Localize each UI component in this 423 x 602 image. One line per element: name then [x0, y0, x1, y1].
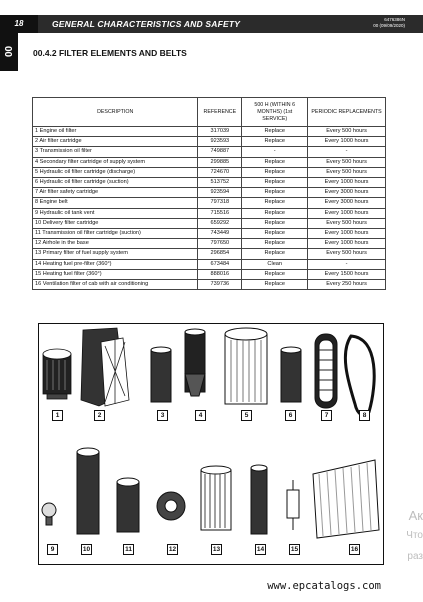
cell-first-service: - [242, 147, 308, 157]
cell-reference: 299885 [198, 157, 242, 167]
part-label: 6 [285, 410, 296, 421]
parts-illustration [39, 324, 383, 564]
cell-first-service: Replace [242, 137, 308, 147]
cell-reference: 659292 [198, 218, 242, 228]
part-label: 4 [195, 410, 206, 421]
cell-description: 12 Airhole in the base [33, 239, 198, 249]
part-label: 3 [157, 410, 168, 421]
cell-description: 10 Delivery filter cartridge [33, 218, 198, 228]
cell-periodic: Every 250 hours [308, 280, 386, 290]
cell-periodic: Every 500 hours [308, 249, 386, 259]
col-periodic: PERIODIC REPLACEMENTS [308, 98, 386, 127]
table-row [33, 157, 386, 167]
cell-periodic: Every 500 hours [308, 218, 386, 228]
cell-description: 13 Primary filter of fuel supply system [33, 249, 198, 259]
cell-periodic: Every 3000 hours [308, 198, 386, 208]
part-label: 2 [94, 410, 105, 421]
part-label: 16 [350, 546, 359, 553]
delivery-filter-drawing [77, 448, 99, 534]
part-label: 11 [123, 544, 134, 555]
parts-figure [38, 323, 384, 565]
cell-description: 14 Heating fuel pre-filter (360°) [33, 259, 198, 269]
table-row [33, 188, 386, 198]
cell-description: 7 Air filter safety cartridge [33, 188, 198, 198]
cell-periodic: Every 1000 hours [308, 137, 386, 147]
cell-first-service: Replace [242, 208, 308, 218]
cell-description: 3 Transmission oil filter [33, 147, 198, 157]
overlay-fragment: раз [407, 551, 423, 562]
cell-reference: 797650 [198, 239, 242, 249]
doc-code: 6476386N [384, 17, 405, 22]
filter-table [32, 97, 386, 290]
secondary-filter-drawing [185, 329, 205, 396]
cell-first-service: Replace [242, 157, 308, 167]
cell-first-service: Replace [242, 249, 308, 259]
cell-reference: 673484 [198, 259, 242, 269]
table-header-row [33, 98, 386, 127]
table-row [33, 178, 386, 188]
col-first-service: 500 H (WITHIN 6 MONTHS) (1st SERVICE) [242, 98, 308, 127]
table-row [33, 239, 386, 249]
cell-first-service: Replace [242, 218, 308, 228]
cell-reference: 317039 [198, 127, 242, 137]
hydraulic-suction-filter-drawing [281, 347, 301, 402]
cell-first-service: Replace [242, 269, 308, 279]
section-title: 00.4.2 FILTER ELEMENTS AND BELTS [33, 48, 187, 58]
part-label: 7 [321, 410, 332, 421]
oil-filter-drawing [43, 349, 71, 399]
cell-periodic: Every 1500 hours [308, 269, 386, 279]
tank-vent-drawing [42, 503, 56, 525]
heating-prefilter-drawing [251, 465, 267, 534]
transmission-filter-drawing [151, 347, 171, 402]
cell-periodic: Every 1000 hours [308, 178, 386, 188]
table-row [33, 208, 386, 218]
cell-reference: 296854 [198, 249, 242, 259]
engine-belt-drawing [345, 336, 374, 416]
cell-periodic: - [308, 259, 386, 269]
cell-reference: 797318 [198, 198, 242, 208]
section-tab-label: 00 [4, 45, 15, 57]
cell-first-service: Replace [242, 239, 308, 249]
cell-description: 8 Engine belt [33, 198, 198, 208]
table-row [33, 229, 386, 239]
heating-fuel-filter-drawing [287, 480, 299, 530]
cell-first-service: Clean [242, 259, 308, 269]
cell-periodic: Every 500 hours [308, 127, 386, 137]
part-label: 10 [82, 546, 91, 553]
col-reference: REFERENCE [198, 98, 242, 127]
cell-description: 2 Air filter cartridge [33, 137, 198, 147]
cell-description: 15 Heating fuel filter (360°) [33, 269, 198, 279]
chapter-title: GENERAL CHARACTERISTICS AND SAFETY [52, 19, 241, 29]
part-label: 12 [168, 546, 177, 553]
cell-reference: 923594 [198, 188, 242, 198]
cell-reference: 923593 [198, 137, 242, 147]
table-row [33, 280, 386, 290]
hydraulic-discharge-filter-drawing [225, 328, 267, 404]
part-label: 1 [52, 410, 63, 421]
table-row [33, 249, 386, 259]
doc-date: 00 (09/09/2020) [373, 23, 405, 28]
table-row [33, 147, 386, 157]
part-label: 13 [212, 546, 221, 553]
cell-reference: 739736 [198, 280, 242, 290]
cell-reference: 888016 [198, 269, 242, 279]
overlay-fragment: Ак [408, 508, 423, 523]
part-label: 9 [47, 544, 58, 555]
part-label: 8 [359, 410, 370, 421]
transmission-suction-filter-drawing [117, 478, 139, 532]
cell-description: 16 Ventilation filter of cab with air conditioning [33, 280, 198, 290]
cab-ventilation-filter-drawing [313, 460, 379, 538]
cell-first-service: Replace [242, 229, 308, 239]
cell-description: 9 Hydraulic oil tank vent [33, 208, 198, 218]
table-row [33, 167, 386, 177]
overlay-fragment: Что [406, 530, 423, 541]
doc-reference [373, 17, 405, 29]
air-safety-filter-drawing [315, 334, 337, 408]
table-row [33, 137, 386, 147]
cell-first-service: Replace [242, 188, 308, 198]
base-airhole-drawing [157, 492, 185, 520]
air-filter-drawing [81, 328, 129, 406]
page-number: 18 [0, 15, 38, 33]
table-row [33, 127, 386, 137]
table-row [33, 198, 386, 208]
cell-reference: 513752 [198, 178, 242, 188]
primary-fuel-filter-drawing [201, 466, 231, 530]
cell-periodic: Every 500 hours [308, 157, 386, 167]
cell-first-service: Replace [242, 198, 308, 208]
cell-reference: 715516 [198, 208, 242, 218]
part-label: 5 [241, 410, 252, 421]
table-row [33, 218, 386, 228]
cell-periodic: - [308, 147, 386, 157]
table-row [33, 269, 386, 279]
cell-reference: 749887 [198, 147, 242, 157]
cell-description: 4 Secondary filter cartridge of supply system [33, 157, 198, 167]
cell-periodic: Every 1000 hours [308, 208, 386, 218]
table-row [33, 259, 386, 269]
cell-first-service: Replace [242, 280, 308, 290]
cell-periodic: Every 3000 hours [308, 188, 386, 198]
cell-first-service: Replace [242, 178, 308, 188]
part-label: 14 [256, 546, 265, 553]
cell-description: 6 Hydraulic oil filter cartridge (suction) [33, 178, 198, 188]
watermark-link[interactable]: www.epcatalogs.com [267, 580, 381, 592]
section-tab [0, 33, 18, 71]
cell-description: 5 Hydraulic oil filter cartridge (discharge) [33, 167, 198, 177]
cell-first-service: Replace [242, 127, 308, 137]
part-label: 15 [290, 546, 299, 553]
cell-description: 11 Transmission oil filter cartridge (suction) [33, 229, 198, 239]
col-description: DESCRIPTION [33, 98, 198, 127]
cell-reference: 743449 [198, 229, 242, 239]
cell-description: 1 Engine oil filter [33, 127, 198, 137]
table-body [33, 127, 386, 290]
cell-periodic: Every 500 hours [308, 167, 386, 177]
cell-reference: 724670 [198, 167, 242, 177]
cell-periodic: Every 1000 hours [308, 239, 386, 249]
cell-first-service: Replace [242, 167, 308, 177]
cell-periodic: Every 1000 hours [308, 229, 386, 239]
